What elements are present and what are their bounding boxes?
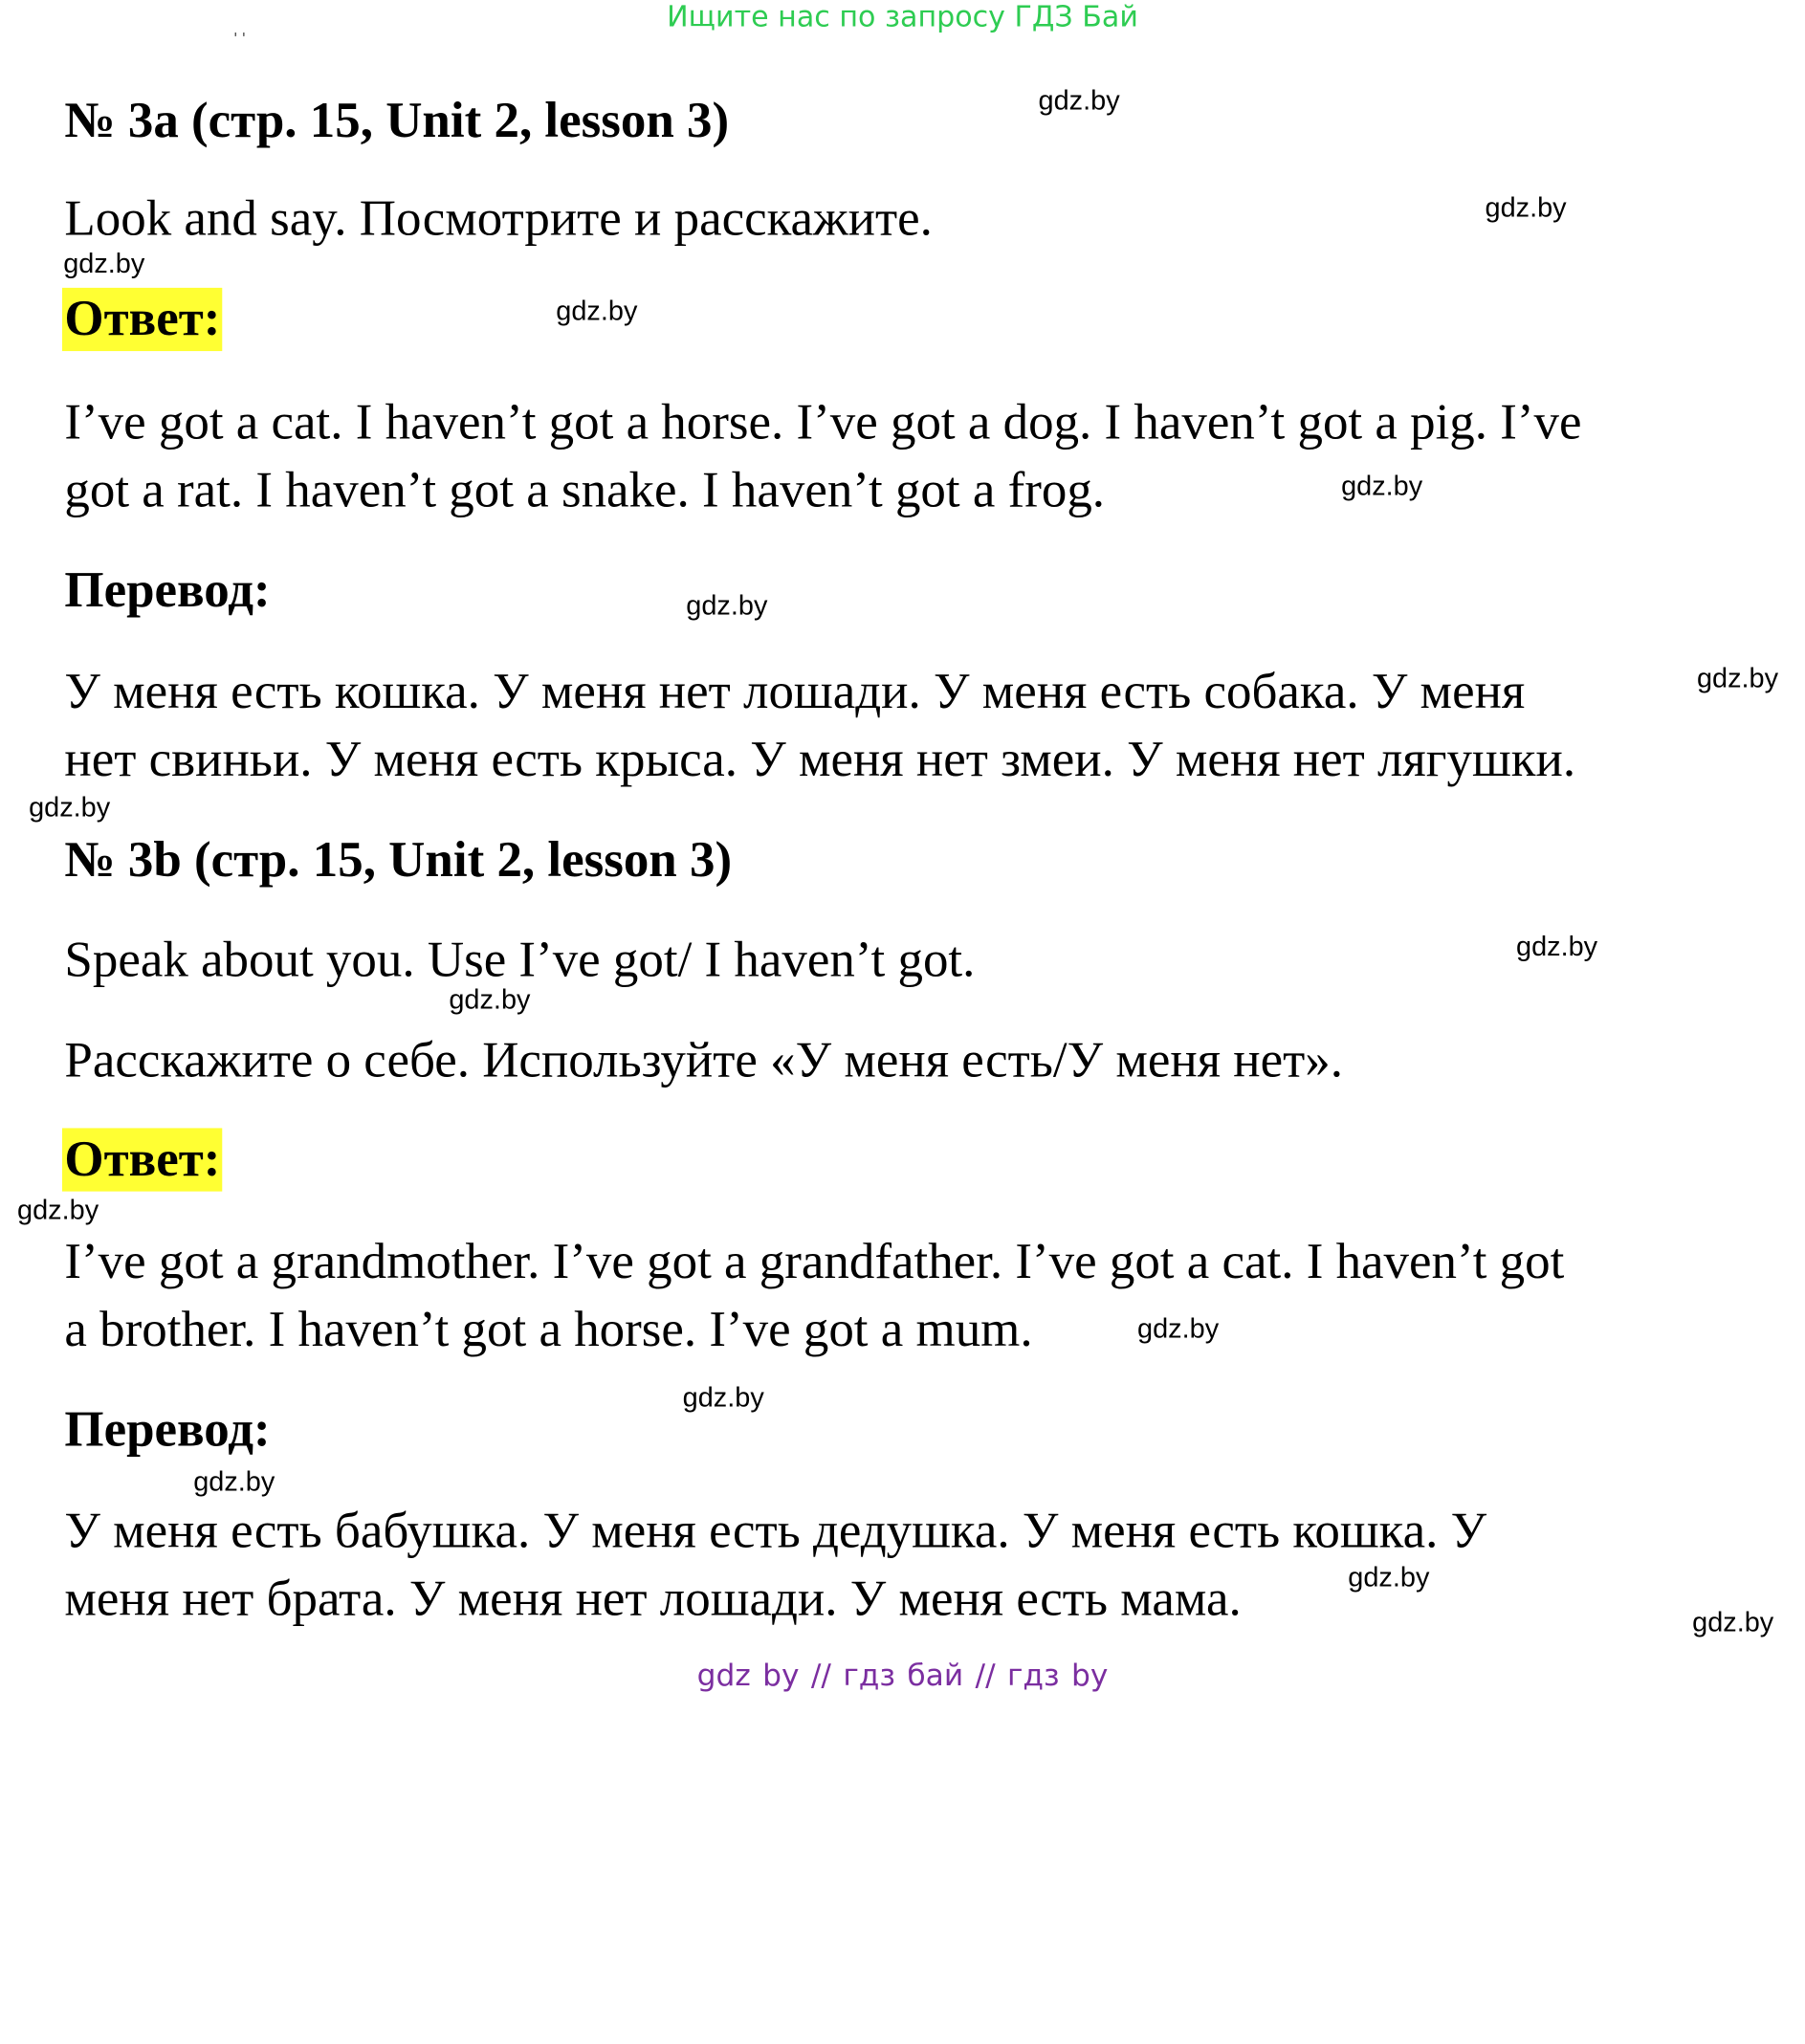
exercise-3a-translation-label: Перевод: <box>64 561 271 619</box>
exercise-3a-translation-line-2: нет свиньи. У меня есть крыса. У меня нет змеи. У меня нет лягушки. <box>64 731 1576 788</box>
watermark: gdz.by <box>1485 191 1567 224</box>
exercise-3b-translation-line-1: У меня есть бабушка. У меня есть дедушка. У меня есть кошка. У <box>64 1502 1487 1559</box>
watermark: gdz.by <box>29 792 111 824</box>
watermark: gdz.by <box>63 248 145 280</box>
watermark: gdz.by <box>1137 1313 1220 1345</box>
watermark: gdz.by <box>1696 663 1779 694</box>
watermark: gdz.by <box>686 590 768 622</box>
exercise-3a-title: № 3a (стр. 15, Unit 2, lesson 3) <box>64 92 730 149</box>
watermark: gdz.by <box>1692 1607 1774 1638</box>
watermark: gdz.by <box>1038 85 1120 117</box>
footer-links[interactable]: gdz by // гдз бай // гдз by <box>696 1659 1109 1694</box>
watermark: gdz.by <box>193 1466 275 1498</box>
watermark: gdz.by <box>1516 931 1598 963</box>
watermark: gdz.by <box>682 1382 764 1414</box>
exercise-3b-translation-line-2: меня нет брата. У меня нет лошади. У меня есть мама. <box>64 1570 1242 1627</box>
exercise-3b-answer-line-2: a brother. I haven’t got a horse. I’ve got a mum. <box>64 1300 1033 1357</box>
answer-label-highlight: Ответ: <box>62 1128 223 1191</box>
exercise-3a-answer-label <box>64 290 222 347</box>
exercise-3a-answer-line-1: I’ve got a cat. I haven’t got a horse. I’ve got a dog. I haven’t got a pig. I’ve <box>64 393 1582 451</box>
exercise-3a-task: Look and say. Посмотрите и расскажите. <box>64 189 933 247</box>
exercise-3b-task-ru: Расскажите о себе. Используйте «У меня есть/У меня нет». <box>64 1031 1343 1088</box>
exercise-3b-task-en: Speak about you. Use I’ve got/ I haven’t got. <box>64 931 976 988</box>
answer-label-highlight: Ответ: <box>62 288 223 351</box>
watermark: gdz.by <box>1348 1562 1430 1593</box>
exercise-3b-answer-line-1: I’ve got a grandmother. I’ve got a grandfather. I’ve got a cat. I haven’t got <box>64 1232 1565 1289</box>
exercise-3b-title: № 3b (стр. 15, Unit 2, lesson 3) <box>64 830 733 888</box>
watermark: gdz.by <box>449 983 531 1016</box>
exercise-3a-answer-line-2: got a rat. I haven’t got a snake. I haven’t got a frog. <box>64 461 1106 518</box>
search-banner[interactable]: Ищите нас по запросу ГДЗ Бай <box>667 0 1138 33</box>
watermark: gdz.by <box>17 1195 99 1226</box>
exercise-3a-translation-line-1: У меня есть кошка. У меня нет лошади. У меня есть собака. У меня <box>64 663 1526 720</box>
exercise-3b-translation-label: Перевод: <box>64 1400 271 1458</box>
watermark: gdz.by <box>556 296 638 327</box>
scan-mark: ' ' <box>233 30 246 47</box>
exercise-3b-answer-label <box>64 1131 222 1188</box>
watermark: gdz.by <box>1341 471 1423 502</box>
